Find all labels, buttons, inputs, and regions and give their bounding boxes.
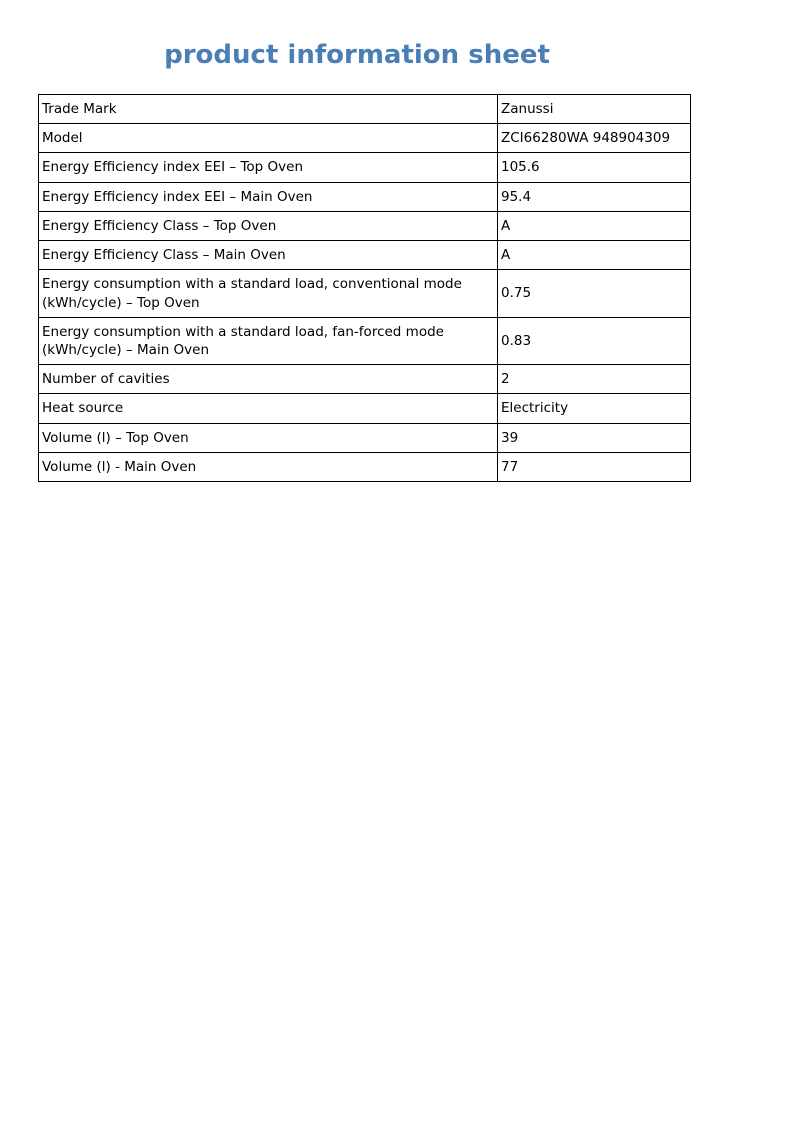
spec-value: Zanussi — [498, 95, 691, 124]
table-row — [39, 211, 691, 240]
spec-value: 2 — [498, 365, 691, 394]
table-row — [39, 423, 691, 452]
product-info-table — [38, 94, 691, 482]
table-row — [39, 124, 691, 153]
spec-label: Energy consumption with a standard load, conventional mode (kWh/cycle) – Top Oven — [39, 270, 498, 317]
spec-value: 95.4 — [498, 182, 691, 211]
table-row — [39, 394, 691, 423]
spec-label: Model — [39, 124, 498, 153]
spec-label: Number of cavities — [39, 365, 498, 394]
spec-value: A — [498, 241, 691, 270]
spec-label: Trade Mark — [39, 95, 498, 124]
spec-label: Heat source — [39, 394, 498, 423]
spec-label: Volume (l) – Top Oven — [39, 423, 498, 452]
page-title: product information sheet — [164, 40, 550, 70]
table-row — [39, 365, 691, 394]
spec-label: Energy consumption with a standard load, fan-forced mode (kWh/cycle) – Main Oven — [39, 317, 498, 364]
spec-label: Energy Efficiency Class – Main Oven — [39, 241, 498, 270]
spec-label: Volume (l) - Main Oven — [39, 452, 498, 481]
table-row — [39, 317, 691, 364]
table-row — [39, 241, 691, 270]
table-row — [39, 95, 691, 124]
spec-value: 105.6 — [498, 153, 691, 182]
spec-value: 77 — [498, 452, 691, 481]
table-row — [39, 182, 691, 211]
spec-label: Energy Efficiency index EEI – Main Oven — [39, 182, 498, 211]
spec-value: ZCI66280WA 948904309 — [498, 124, 691, 153]
spec-value: Electricity — [498, 394, 691, 423]
spec-value: 0.83 — [498, 317, 691, 364]
spec-label: Energy Efficiency index EEI – Top Oven — [39, 153, 498, 182]
spec-label: Energy Efficiency Class – Top Oven — [39, 211, 498, 240]
table-row — [39, 270, 691, 317]
spec-value: 0.75 — [498, 270, 691, 317]
table-row — [39, 153, 691, 182]
spec-value: 39 — [498, 423, 691, 452]
table-row — [39, 452, 691, 481]
spec-value: A — [498, 211, 691, 240]
